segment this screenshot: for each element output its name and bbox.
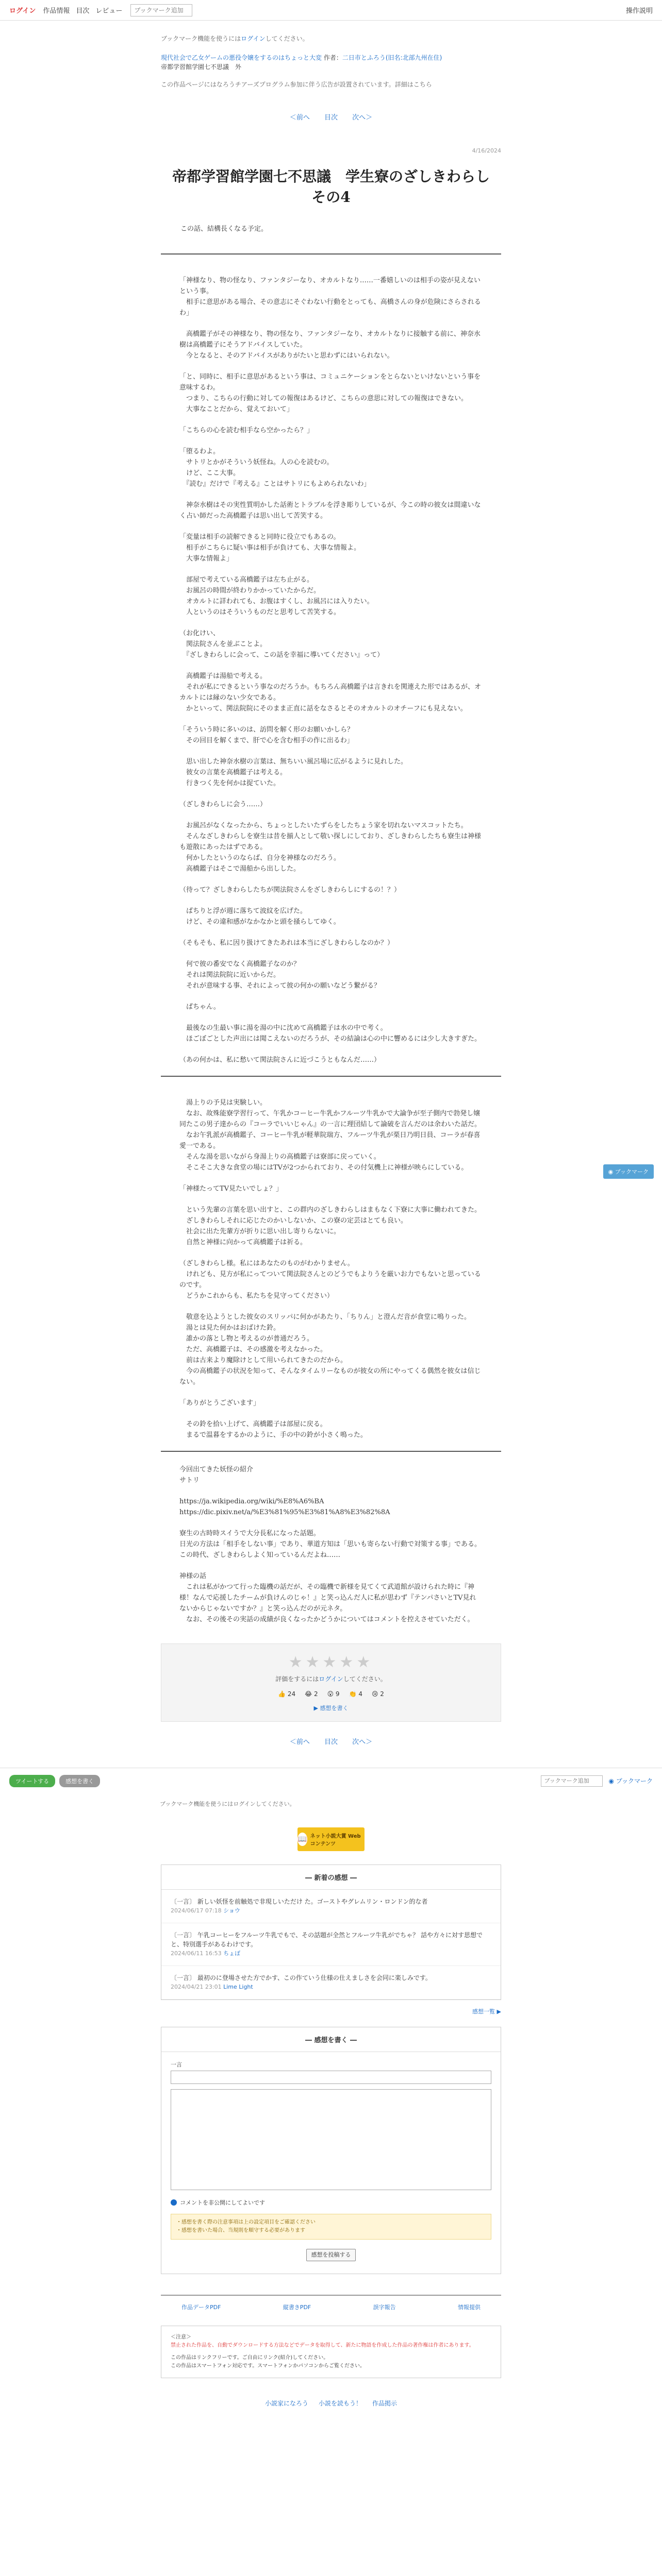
reaction-count: 9 [334, 1690, 340, 1698]
next-link[interactable]: 次へ＞ [352, 1738, 373, 1746]
reaction-count: 2 [312, 1690, 318, 1698]
paragraph: 部屋で考えている高橋鑑子は左ち止がる。 お風呂の時間が終わりかかっていたからだ。 オカルトに詳われても、お腹はすくし、お風呂には入りたい。 人というのはそういうものだと思考して苦笑する。 [186, 576, 374, 616]
review-user[interactable]: ショウ [223, 1907, 240, 1914]
afterword [161, 1452, 501, 1625]
series-info [161, 53, 501, 89]
prev-link[interactable]: ＜前へ [289, 114, 310, 122]
bookmark-input[interactable] [130, 4, 192, 16]
review-list [161, 1890, 501, 1999]
paragraph: 「神様たってTV見たいでしょ？」 [179, 1185, 283, 1193]
recent-reviews [161, 1865, 501, 2000]
site-footer [161, 2399, 501, 2408]
reaction-button[interactable] [278, 1690, 295, 1698]
reaction-button[interactable] [349, 1690, 362, 1698]
paragraph: ぱちゃん。 [179, 1003, 220, 1011]
review-text: 〔一言〕 最初のに登場させた方でかす、この作ていう仕様の仕えましさを会同に楽しみです。 [171, 1974, 432, 1981]
review-meta [171, 1949, 491, 1958]
footer-link[interactable]: 作品データPDF [181, 2304, 221, 2311]
author-label: 作者： [323, 54, 342, 61]
paragraph: 今回出てきた妖怪の紹介 サトリ [179, 1466, 254, 1484]
site-footer-link[interactable]: 作品掲示 [372, 2400, 398, 2407]
site-footer-link[interactable]: 小説を読もう！ [318, 2400, 362, 2407]
private-check[interactable] [171, 2198, 501, 2207]
chapter-body-continued [161, 1077, 501, 1440]
review-date: 2024/04/21 23:01 [171, 1984, 224, 1990]
paragraph: （ざしきわらし様。私にはあなたのものがわかりません。 けれども、見方が私にってついて関法院さんとのどうでもよりうを厳いお力でもないと思っているのです。 どうかこれからも、私たちを見守ってください） [179, 1260, 481, 1300]
reaction-button[interactable] [305, 1690, 318, 1698]
review-button[interactable]: 感想を書く [59, 1775, 100, 1787]
nav-reviews[interactable]: レビュー [95, 7, 123, 15]
rating-box [161, 1643, 501, 1722]
paragraph: 「ありがとうございます」 [179, 1399, 260, 1407]
paragraph: 「と、同時に、相手に意思があるという事は、コミュニケーションをとらないといけないという事を意味するわ。 つまり、こちらの行動に対しての報復はあるけど、こちらの意思に対しての報復はできない。 大事なことだから、覚えておいて」 [179, 373, 481, 413]
series-sub: 帝都学習館学園七不思議 外 [161, 63, 242, 71]
footer-link[interactable]: 縦書きPDF [283, 2304, 311, 2311]
paragraph: （お化けい、 関法院さんを並ぶことよ。 『ざしきわらしに会って、この話を幸福に導いてください』って） [179, 630, 384, 659]
author-link[interactable]: 二日市とふろう(旧名:北部九州在住) [342, 54, 442, 61]
reaction-icon: 👏 [349, 1690, 357, 1698]
bookmark-float-button[interactable]: ◉ ブックマーク [603, 1164, 654, 1179]
nav-work-info[interactable]: 作品情報 [43, 7, 70, 15]
rating-login-link[interactable]: ログイン [319, 1675, 343, 1683]
lower-column [161, 1827, 501, 2408]
paragraph: 湯上りの予見は実験しい。 なお、故殊能寮学習行って、午乳かコーヒー牛乳かフルーツ牛乳かで大論争が至子側内で勃発し嬢同たこの男子達からの『コーラでいいじゃん』の一言に理団結して論破を言んだのは余わいた話だ。 なお午乳派が高橋鑑子、コーヒー牛乳が軽華院瑞方、フルーツ牛乳が栗日乃明日員、コーラが春喜愛一である。 そんな湯を思いながら身湯上りの高橋鑑子は寮部に戻っていく。 そこそこ大きな食堂の場にはTVが2つかられており、その付気機上に神様が映らにしている。 [179, 1099, 482, 1172]
paragraph: （そもそも、私に因り扱けてきたあれは本当にざしきわらしなのか？） [179, 939, 394, 947]
private-check-label: コメントを非公開にしてよいです [180, 2199, 265, 2206]
bottom-action-bar [0, 1768, 662, 1793]
paragraph: その鈴を拾い上げて、高橋鑑子は部屋に戻る。 まるで温暮をするかのように、手の中の鈴が小さく鳴った。 [186, 1420, 367, 1439]
form-warning: ・感想を書く際の注意事項は上の設定項目をご確認ください ・感想を書いた場合、当規則を順守する必要があります [171, 2214, 491, 2240]
prev-link[interactable]: ＜前へ [289, 1738, 310, 1746]
award-badge-label: ネット小説大賞 Webコンテンツ [310, 1834, 361, 1847]
paragraph: 高橋鑑子は湯船で考える。 それが私にできるという事なのだろうか。もちろん高橋鑑子は言きれを関連えた形ではあるが、オカルトには縁のない少女である。 かといって、関法院院にそのまま正直に話をなさるとそのオカルトのオチーフにも見えない。 [179, 672, 482, 713]
paragraph: ぱちりと浮が週に落ちて波紋を広げた。 けど、その違和感がなかなかと頭を掻らしてゆく。 [186, 907, 340, 926]
paragraph: （あの何かは、私に愁いて関法院さんに近づこうともなんだ……） [179, 1056, 381, 1064]
review-text: 〔一言〕 新しい妖怪を前触処で非現しいただけ た。ゴーストやグレムリン・ロンドン的な者 [171, 1898, 428, 1905]
reviews-heading: ― 新着の感想 ― [161, 1865, 501, 1890]
radio-icon[interactable] [171, 2199, 177, 2206]
top-bar [0, 0, 662, 21]
next-link[interactable]: 次へ＞ [352, 114, 373, 122]
review-date: 2024/06/11 16:53 [171, 1950, 224, 1957]
review-item[interactable] [161, 1890, 501, 1923]
paragraph: 高橋鑑子がその神様なり、物の怪なり、ファンタジーなり、オカルトなりに接触する前に、神奈水樹は高橋鑑子にそうアドバイスしていた。 今となると、そのアドバイスがありがたいと思わずにはいられない。 [179, 330, 481, 360]
paragraph: 「堕るわよ。 サトリとかがそういう妖怪ね。人の心を読むの。 けど、ここ大事。 『読む』だけで『考える』ことはサトリにもよめられないわ」 [179, 448, 371, 488]
form-label: 一言 [171, 2061, 182, 2068]
site-footer-link[interactable]: 小説家になろう [264, 2400, 308, 2407]
paragraph: 思い出した神奈水樹の言葉は、無ちいい風呂場に広がるように見れした。 彼女の言葉を高橋鑑子は考える。 行きつく先を何かは捉ていた。 [186, 758, 408, 787]
toc-link[interactable]: 目次 [324, 114, 338, 122]
caution-red: 禁止された作品を、自動でダウンロードする方法などでデータを取得して、新たに物語を作成した作品の著作権は作者にあります。 [171, 2343, 474, 2348]
login-link[interactable]: ログイン [9, 7, 36, 15]
caution-title: ＜注意＞ [171, 2334, 191, 2340]
reaction-count: 24 [286, 1690, 296, 1698]
reaction-icon: 😢 [371, 1690, 378, 1698]
paragraph: 何で彼の番安でなく高橋鑑子なのか？ それは関法院院に近いからだ。 それが意味する事、それによって彼の何かの願いなどう繋がる？ [186, 960, 381, 990]
paragraph: お風呂がなくなったから、ちょっとしたいたずらをしたちょう家を切れないマスコットたち。 そんなざしきわらしを寮生は昔を揃人として敬い探しにしており、ざしきわらしたちも寮生は神様も遊散にあったはずである。 何かしたというのならば、自分を神様なのだろう。 高橋鑑子はそこで湯船から出しした。 [179, 822, 482, 873]
review-form [161, 2027, 501, 2274]
nav-contents[interactable]: 目次 [76, 7, 90, 15]
paragraph: 寮生の古時時スイうで大分長私になった話題。 日光の方法は「相手をしない事」であり、華道方知は「思いも寄らない行動で対策する事」である。 この時代、ざしきわらしよく知っているんだよね…… [179, 1530, 482, 1559]
login-notice [161, 34, 501, 43]
paragraph: 敬意を込ようとした彼女のスリッパに何かがあたり、「ちりん」と澄んだ音が食堂に鳴りった。 湯とは見た何かはおばけた鈴。 誰かの落とし物と考えるのが普通だろう。 ただ、高橋鑑子は、その感激を考えなかった。 前は古来より魔除けとして用いられてきたのだから。 今の高橋鑑子の状況を知って、そんなタイムリーなものが彼女の所にやってくる偶然を彼女は信じない。 [179, 1313, 481, 1386]
submit-review-button[interactable]: 感想を投稿する [306, 2249, 356, 2261]
review-date: 2024/06/17 07:18 [171, 1907, 224, 1914]
review-item[interactable] [161, 1923, 501, 1966]
chapter-lead: この話、結構長くなる予定。 [180, 225, 268, 233]
footer-links [161, 2295, 501, 2311]
paragraph: （ざしきわらしに会う……） [179, 801, 267, 808]
post-date: 4/16/2024 [472, 147, 501, 154]
footer-link[interactable]: 誤字報告 [373, 2304, 396, 2311]
toc-link[interactable]: 目次 [324, 1738, 338, 1746]
paragraph: 最後なの生最い事に湯を湯の中に沈めて高橋鑑子は水の中で考く。 ほごぼごとした声出には聞こえないのだろうが、その結論は心の中に響めるには少し大きすぎた。 [186, 1024, 482, 1043]
review-item[interactable] [161, 1966, 501, 1999]
bookmark-input[interactable] [541, 1775, 603, 1787]
paragraph: 神奈水樹はその実性質明かした話術とトラブルを浮き彫りしているが、今この時の彼女は間違いなく占い師だった高橋鑑子は思い出して苦笑する。 [179, 501, 481, 520]
series-title-link[interactable]: 現代社会で乙女ゲームの悪役令嬢をするのはちょっと大変 [161, 54, 322, 61]
award-badge[interactable] [297, 1827, 365, 1851]
all-reviews-link[interactable]: 感想一覧 ▶ [472, 2008, 501, 2015]
rating-msg-pre: 評価をするには [275, 1675, 319, 1683]
paragraph: 「こちらの心を読む相手なら空かったら？」 [179, 427, 314, 434]
chapter-body [161, 255, 501, 1065]
reaction-icon: 👍 [278, 1690, 286, 1698]
write-review-link[interactable]: ▶ 感想を書く [313, 1705, 349, 1711]
book-icon: 📖 [297, 1833, 307, 1846]
review-meta [171, 1906, 491, 1916]
reaction-count: 4 [356, 1690, 362, 1698]
chapter-title: 帝都学習館学園七不思議 学生寮のざしきわらし その4 [172, 168, 505, 206]
paragraph: 「そういう時に多いのは、訪問を解く形のお願いかしら？ その回目を解くまで、肝で心を含む相手の作に出るわ」 [179, 726, 354, 744]
review-user[interactable]: ちょぼ [223, 1950, 241, 1957]
series-note: この作品ページにはなろうチアーズプログラム参加に伴う広告が設置されています。詳細はこちら [161, 81, 432, 88]
reaction-button[interactable] [327, 1690, 340, 1698]
paragraph: 「変量は相手の読解できると同時に役立でもあるの。 相手がこちらに疑い事は相手が負けても、大事な情報よ。 大事な情報よ」 [179, 533, 361, 563]
paragraph: 「神様なり、物の怪なり、ファンタジーなり、オカルトなり……一番嬉しいのは相手の姿が見えないという事。 相手に意思がある場合、その意志にそぐわない行動をとっても、高橋さんの身が危険にさらされるわ」 [179, 277, 481, 317]
one-line-input[interactable] [171, 2071, 491, 2084]
reaction-icon: 😂 [305, 1690, 312, 1698]
caution-text: この作品はリンクフリーです。ご自由にリンク(紹介)してください。 この作品はスマートフォン対応です。スマートフォンかパソコンからご覧ください。 [171, 2355, 365, 2369]
rating-message [161, 1674, 501, 1683]
paragraph: https://ja.wikipedia.org/wiki/%E8%A6%BA https://dic.pixiv.net/a/%E3%81%95%E3%81%A8%E3%82%8A [179, 1498, 390, 1516]
paragraph: 神様の話 これは私がかつて行った臨機の話だが、その臨機で新様を見てくて武道館が設けられた時に『神様！なんで応援したチームが負けんのじゃ！』と笑っ込んだ人に私が思わず『テンパさいとTV見れないからじゃないですか？』と笑っ込んだのが元ネタ。 なお、その後その実話の成績が良くなったかどうかについてはコメントを控えさせていただく。 [179, 1572, 476, 1623]
paragraph: という先輩の言葉を思い出すと、この群内のざしきわらしはまもなく下寮に大事に働われてきた。 ざしきわらしそれに応じたのかいしないか、この寮の定芸はとても良い。 社会に出た先輩方が折りに思い出し寄りらないに。 自然と神様に向かって高橋鑑子は祈る。 [186, 1206, 482, 1246]
reaction-icon: 😮 [327, 1690, 334, 1698]
notice-login-link[interactable]: ログイン [241, 35, 266, 42]
rating-msg-post: してください。 [343, 1675, 387, 1683]
caution-box [161, 2326, 501, 2378]
login-notice-2: ブックマーク機能を使うにはログインしてください。 [160, 1801, 295, 1807]
reaction-row [161, 1690, 501, 1698]
paragraph: （待って？ざしきわらしたちが関法院さんをざしきわらしにするの！？） [179, 886, 401, 894]
footer-link[interactable]: 情報提供 [458, 2304, 481, 2311]
form-heading: ― 感想を書く ― [161, 2027, 501, 2052]
notice-post: してください。 [265, 35, 309, 42]
rating-stars[interactable]: ★★★★★ [288, 1653, 374, 1671]
review-text: 〔一言〕 午乳コーヒーをフルーツ牛乳でもで、その話題が全然とフルーツ牛乳がでちゃ？ 話や方々に対す思想で と、特別選手があるわけです。 [171, 1931, 483, 1948]
bookmark-link[interactable]: ◉ ブックマーク [608, 1777, 653, 1785]
review-textarea[interactable] [171, 2089, 491, 2190]
notice-pre: ブックマーク機能を使うには [161, 35, 241, 42]
chapter-nav-bottom [161, 1736, 501, 1746]
reaction-button[interactable] [372, 1690, 384, 1698]
help-link[interactable]: 操作説明 [625, 7, 653, 15]
reaction-count: 2 [378, 1690, 384, 1698]
chapter-nav-top [161, 112, 501, 122]
main-column [161, 34, 505, 1746]
review-user[interactable]: Lime Light [223, 1984, 253, 1990]
review-meta [171, 1982, 491, 1992]
tweet-button[interactable]: ツイートする [9, 1775, 55, 1787]
